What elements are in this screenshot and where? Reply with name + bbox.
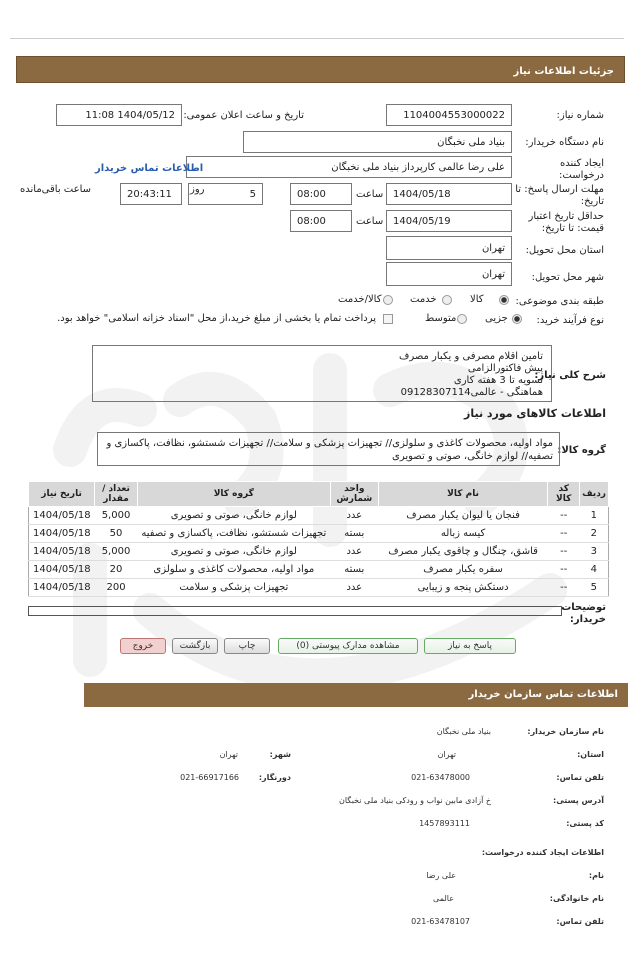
creator-phone-value: 021-63478107 [411,917,470,926]
cell-group: لوازم خانگی، صوتی و تصویری [137,543,330,561]
creator-family-value: عالمی [433,894,454,903]
category-radio-both[interactable] [383,295,393,305]
category-goods-label: کالا [470,294,484,305]
reply-time-field[interactable]: 08:00 [290,183,352,205]
col-group: گروه کالا [137,482,330,507]
process-medium-label: متوسط [425,313,457,324]
need-number-label: شماره نیاز: [556,110,604,121]
col-qty: تعداد / مقدار [95,482,138,507]
validity-time-label: ساعت [356,216,384,227]
province-label: استان محل تحویل: [525,245,604,256]
cell-row: 4 [580,561,609,579]
contact-city-value: تهران [219,750,238,759]
creator-name-value: علی رضا [426,871,456,880]
contact-fax-label: دورنگار: [258,773,291,782]
cell-name: سفره یکبار مصرف [378,561,548,579]
top-divider [10,38,624,39]
description-line: تسویه تا 3 هفته کاری [453,375,543,386]
creator-section-title: اطلاعات ایجاد کننده درخواست: [481,848,604,857]
description-line: هماهنگی - عالمی09128307114 [400,387,543,398]
contact-title: اطلاعات تماس سازمان خریدار [468,689,618,700]
process-label: نوع فرآیند خرید: [536,315,604,326]
buyer-org-field[interactable]: بنیاد ملی نخبگان [243,131,512,153]
cell-group: مواد اولیه، محصولات کاغذی و سلولزی [137,561,330,579]
validity-time-field[interactable]: 08:00 [290,210,352,232]
col-unit: واحد شمارش [330,482,378,507]
goods-groups-box: مواد اولیه، محصولات کاغذی و سلولزی// تجهیزات پزشکی و سلامت// تجهیزات شستشو، نظافت، پاکسازی و تصفیه// لوازم خانگی، صوتی و تصویری [97,432,560,466]
attachments-button[interactable]: مشاهده مدارک پیوستی (0) [278,638,418,654]
table-row [29,525,609,543]
cell-unit: بسته [330,561,378,579]
announce-label: تاریخ و ساعت اعلان عمومی: [183,110,304,121]
back-button[interactable]: بازگشت [172,638,218,654]
contact-org-label: نام سازمان خریدار: [527,727,604,736]
table-row [29,561,609,579]
contact-province-label: استان: [577,750,604,759]
contact-province-value: تهران [437,750,456,759]
category-both-label: کالا/خدمت [338,294,382,305]
table-row [29,543,609,561]
contact-header [84,683,628,707]
cell-row: 1 [580,507,609,525]
page-header [16,56,625,83]
cell-date: 1404/05/18 [29,561,95,579]
cell-name: دستکش پنجه و زیبایی [378,579,548,597]
cell-group: تجهیزات شستشو، نظافت، پاکسازی و تصفیه [137,525,330,543]
col-date: تاریخ نیاز [29,482,95,507]
validity-date-field[interactable]: 1404/05/19 [386,210,512,232]
cell-date: 1404/05/18 [29,525,95,543]
creator-family-label: نام خانوادگی: [549,894,604,903]
cell-row: 5 [580,579,609,597]
cell-unit: عدد [330,507,378,525]
cell-name: کیسه زباله [378,525,548,543]
goods-group-label: گروه کالا: [557,445,606,456]
buyer-contact-link[interactable]: اطلاعات تماس خریدار [95,163,204,174]
cell-code: -- [548,579,580,597]
process-minor-label: جزیی [485,313,508,324]
description-label: شرح کلی نیاز: [534,370,606,381]
cell-date: 1404/05/18 [29,507,95,525]
day-label: روز [190,184,205,195]
exit-button[interactable]: خروج [120,638,166,654]
cell-qty: 200 [95,579,138,597]
contact-address-label: آدرس پستی: [553,796,604,805]
contact-city-label: شهر: [269,750,291,759]
need-number-field[interactable]: 1104004553000022 [386,104,512,126]
cell-qty: 5,000 [95,543,138,561]
print-button[interactable]: چاپ [224,638,270,654]
remaining-label: ساعت باقی‌مانده [20,184,92,195]
table-row [29,507,609,525]
creator-field[interactable]: علی رضا عالمی کارپرداز بنیاد ملی نخبگان [186,156,512,178]
col-name: نام کالا [378,482,548,507]
col-row: ردیف [580,482,609,507]
contact-address-value: خ آزادی مابین نواب و رودکی بنیاد ملی نخبگان [338,796,491,805]
cell-group: لوازم خانگی، صوتی و تصویری [137,507,330,525]
reply-button[interactable]: پاسخ به نیاز [424,638,516,654]
description-line: پیش فاکتورالزامی [467,363,543,374]
contact-postal-value: 1457893111 [419,819,470,828]
creator-phone-label: تلفن تماس: [556,917,604,926]
days-left-field[interactable]: 5 [188,183,263,205]
process-radio-medium[interactable] [457,314,467,324]
cell-row: 3 [580,543,609,561]
cell-code: -- [548,507,580,525]
cell-group: تجهیزات پزشکی و سلامت [137,579,330,597]
reply-time-label: ساعت [356,189,384,200]
contact-org-value: بنیاد ملی نخبگان [436,727,491,736]
creator-label: ایجاد کننده درخواست: [559,158,604,181]
remaining-time-field[interactable]: 20:43:11 [120,183,182,205]
cell-unit: عدد [330,579,378,597]
cell-date: 1404/05/18 [29,543,95,561]
table-row [29,579,609,597]
reply-deadline-label: مهلت ارسال پاسخ: تا تاریخ: [515,184,604,207]
contact-phone-value: 021-63478000 [411,773,470,782]
col-code: کد کالا [548,482,580,507]
cell-name: قاشق، چنگال و چاقوی یکبار مصرف [378,543,548,561]
description-box [92,345,552,402]
category-label: طبقه بندی موضوعی: [515,296,604,307]
cell-qty: 5,000 [95,507,138,525]
buyer-notes-label: توضیحات خریدار: [561,602,606,625]
description-line: تامین اقلام مصرفی و یکبار مصرف [398,351,543,362]
goods-table [28,481,609,597]
contact-fax-value: 021-66917166 [180,773,239,782]
cell-unit: عدد [330,543,378,561]
treasury-checkbox[interactable] [383,314,393,324]
buyer-notes-box [28,606,562,616]
cell-unit: بسته [330,525,378,543]
creator-name-label: نام: [588,871,604,880]
city-field[interactable]: تهران [386,262,512,286]
treasury-note: پرداخت تمام یا بخشی از مبلغ خرید،از محل "اسناد خزانه اسلامی" خواهد بود. [57,313,376,324]
process-radio-minor[interactable] [512,314,522,324]
cell-date: 1404/05/18 [29,579,95,597]
goods-section-title: اطلاعات کالاهای مورد نیاز [464,407,606,420]
city-label: شهر محل تحویل: [531,272,604,283]
province-field[interactable]: تهران [386,236,512,260]
cell-code: -- [548,543,580,561]
goods-table-header [29,482,609,507]
cell-row: 2 [580,525,609,543]
category-radio-service[interactable] [442,295,452,305]
announce-field[interactable]: 1404/05/12 11:08 [56,104,182,126]
validity-label: حداقل تاریخ اعتبار قیمت: تا تاریخ: [528,211,604,234]
cell-qty: 50 [95,525,138,543]
contact-phone-label: تلفن تماس: [556,773,604,782]
reply-date-field[interactable]: 1404/05/18 [386,183,512,205]
category-service-label: خدمت [410,294,437,305]
page-title: جزئیات اطلاعات نیاز [513,66,614,77]
cell-code: -- [548,525,580,543]
category-radio-goods[interactable] [499,295,509,305]
contact-postal-label: کد پستی: [566,819,604,828]
cell-name: فنجان یا لیوان یکبار مصرف [378,507,548,525]
cell-qty: 20 [95,561,138,579]
buyer-org-label: نام دستگاه خریدار: [525,137,604,148]
cell-code: -- [548,561,580,579]
